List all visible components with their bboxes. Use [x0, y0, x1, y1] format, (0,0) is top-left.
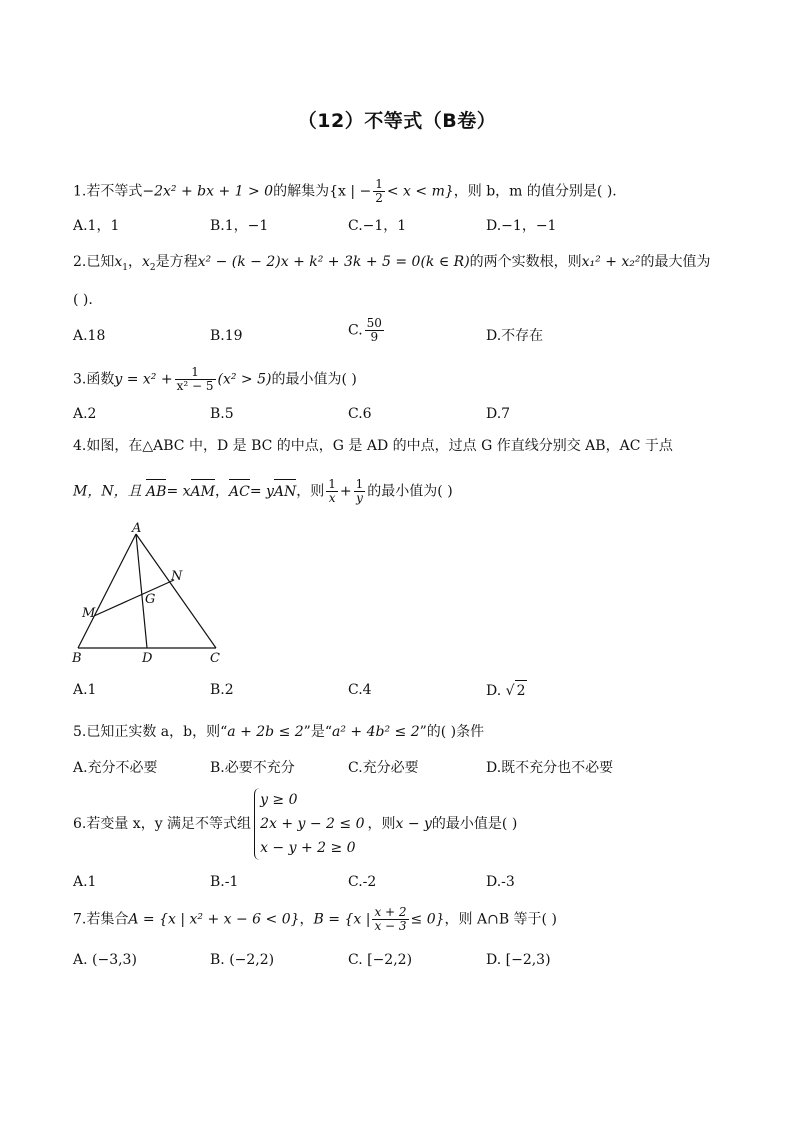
q2-c-den: 9 — [370, 330, 379, 344]
triangle-figure — [66, 522, 236, 672]
q4-vec-ab: AB — [146, 483, 167, 500]
q5-option-c: C.充分必要 — [348, 760, 419, 776]
label-g: G — [145, 592, 156, 607]
question-5 — [73, 722, 484, 742]
q2-option-b: B.19 — [210, 328, 243, 344]
q1-option-a: A.1，1 — [73, 218, 120, 234]
q2-equation: x² − (k − 2)x + k² + 3k + 5 = 0(k ∈ R) — [197, 254, 470, 270]
question-3 — [73, 366, 357, 393]
q6-target: x − y — [395, 816, 432, 832]
q5-mid: ”是“ — [303, 724, 332, 740]
median-ad — [136, 534, 147, 648]
q2-pre: 2.已知 — [73, 254, 115, 270]
q6-option-a: A.1 — [73, 874, 97, 890]
q5-option-d: D.既不充分也不必要 — [486, 760, 614, 776]
q4-post: ，则 — [296, 483, 325, 500]
q2-option-c-label: C. — [348, 322, 363, 339]
q4-eq1: = x — [166, 483, 191, 500]
q6-option-c: C.-2 — [348, 874, 377, 890]
q7-pre: 7.若集合 — [73, 911, 129, 928]
q6-pre: 6.若变量 x，y 满足不等式组 — [73, 816, 252, 832]
q7-frac-num: x + 2 — [374, 905, 407, 919]
q2-post2: 的最大值为 — [640, 254, 711, 270]
q5-option-b: B.必要不充分 — [210, 760, 295, 776]
q4-option-d: D. √ 2 — [486, 680, 527, 701]
label-a: A — [132, 522, 142, 536]
q6-post: ，则 — [367, 816, 396, 832]
q7-fraction — [372, 906, 408, 933]
q1-option-b: B.1，−1 — [210, 218, 269, 234]
q4-f1-num: 1 — [328, 477, 336, 491]
q1-frac-num: 1 — [375, 177, 383, 191]
q4-post2: 的最小值为( ) — [367, 483, 453, 500]
q5-option-a: A.充分不必要 — [73, 760, 158, 776]
q3-option-d: D.7 — [486, 406, 511, 422]
q7-option-a: A. (−3,3) — [73, 952, 137, 968]
q3-cond: (x² > 5) — [217, 371, 272, 388]
q3-pre: 3.函数 — [73, 371, 115, 388]
q2-option-c-fraction — [365, 317, 384, 344]
q6-post2: 的最小值是( ) — [431, 816, 518, 832]
q7-frac-den: x − 3 — [374, 919, 407, 933]
q7-option-b: B. (−2,2) — [210, 952, 275, 968]
q3-fraction — [175, 366, 216, 393]
q4-f2-den: y — [356, 491, 363, 505]
q2-option-c — [348, 317, 386, 344]
q1-mid: 的解集为 — [273, 183, 330, 200]
q4-line2-pre: M，N，且 — [73, 483, 142, 500]
question-2: 2.已知$x_1$，$x_2$是方程x² − (k − 2)x + k² + 3k + 5 = 0(k ∈ R)的两个实数根，则x₁² + x₂²的最大值为 — [73, 254, 711, 273]
q5-pre: 5.已知正实数 a，b，则“ — [73, 724, 228, 740]
line-mn — [94, 580, 174, 616]
label-m: M — [82, 606, 96, 621]
label-n: N — [171, 569, 183, 584]
q6-option-d: D.-3 — [486, 874, 515, 890]
q2-line2: ( ). — [73, 292, 93, 308]
q5-cond2: a² + 4b² ≤ 2 — [332, 724, 420, 740]
q3-option-a: A.2 — [73, 406, 97, 422]
q4-eq2: = y — [249, 483, 274, 500]
q4-frac1 — [326, 478, 338, 505]
q1-option-c: C.−1，1 — [348, 218, 407, 234]
q3-option-b: B.5 — [210, 406, 234, 422]
q1-set-pre: {x | − — [329, 183, 372, 200]
q7-set-b-post: ≤ 0} — [410, 911, 445, 928]
q6-sys-3: x − y + 2 ≥ 0 — [260, 840, 356, 856]
q3-frac-num: 1 — [175, 366, 216, 380]
q4-option-d-sqrt: 2 — [515, 680, 528, 701]
side-ac — [136, 534, 216, 648]
q5-cond1: a + 2b ≤ 2 — [227, 724, 304, 740]
q4-option-b: B.2 — [210, 682, 234, 698]
label-b: B — [72, 651, 82, 666]
q3-frac-den: x² − 5 — [176, 379, 214, 393]
q6-option-b: B.-1 — [210, 874, 239, 890]
q4-frac2 — [354, 478, 366, 505]
q7-option-c: C. [−2,2) — [348, 952, 413, 968]
page-title: （12）不等式（B卷） — [297, 110, 497, 132]
q4-f2-num: 1 — [355, 477, 364, 491]
q2-post: 的两个实数根，则 — [469, 254, 582, 270]
q2-sep: ， — [128, 254, 142, 270]
question-1 — [73, 178, 617, 205]
q6-sys-1: y ≥ 0 — [260, 792, 298, 808]
q7-option-d: D. [−2,3) — [486, 952, 551, 968]
side-ab — [78, 534, 136, 648]
label-c: C — [210, 651, 220, 666]
q1-frac-den: 2 — [375, 191, 383, 205]
q1-post: ，则 b，m 的值分别是( ). — [453, 183, 617, 200]
q2-x2-text: 是方程 — [155, 254, 198, 270]
question-4-line1: 4.如图，在△ABC 中，D 是 BC 的中点，G 是 AD 的中点，过点 G 作直线分别交 AB，AC 于点 — [73, 438, 673, 454]
q3-option-c: C.6 — [348, 406, 372, 422]
q1-expr: −2x² + bx + 1 > 0 — [142, 183, 274, 200]
q2-target: x₁² + x₂² — [581, 254, 641, 270]
q4-option-c: C.4 — [348, 682, 372, 698]
q1-fraction — [373, 178, 385, 205]
q7-set-b-pre: B = {x | — [313, 911, 371, 928]
q4-option-a: A.1 — [73, 682, 97, 698]
q4-plus: + — [339, 483, 352, 500]
q2-option-a: A.18 — [73, 328, 106, 344]
q6-sys-2: 2x + y − 2 ≤ 0 — [260, 816, 365, 832]
q4-vec-am: AM — [190, 483, 215, 500]
q1-option-d: D.−1，−1 — [486, 218, 557, 234]
question-6 — [73, 788, 517, 860]
q1-set-post: < x < m} — [386, 183, 454, 200]
q7-post: ，则 A∩B 等于( ) — [444, 911, 557, 928]
q3-post: 的最小值为( ) — [271, 371, 357, 388]
q1-pre: 1.若不等式 — [73, 183, 143, 200]
q7-set-a: A = {x | x² + x − 6 < 0} — [128, 911, 300, 928]
question-4-line2 — [73, 478, 453, 505]
q2-option-d: D.不存在 — [486, 328, 544, 344]
q2-c-num: 50 — [366, 316, 382, 330]
q4-vec-ac: AC — [228, 483, 250, 500]
q2-x1: x — [114, 254, 123, 270]
q4-option-d-label: D. — [486, 683, 502, 699]
q5-post: ”的( )条件 — [419, 724, 485, 740]
label-d: D — [142, 651, 153, 666]
q3-func: y = x² + — [114, 371, 173, 388]
q6-system — [254, 788, 364, 860]
q4-sep: ， — [214, 483, 229, 500]
question-7 — [73, 906, 557, 933]
q4-vec-an: AN — [273, 483, 297, 500]
q4-f1-den: x — [328, 491, 336, 505]
q7-sep: ， — [299, 911, 314, 928]
